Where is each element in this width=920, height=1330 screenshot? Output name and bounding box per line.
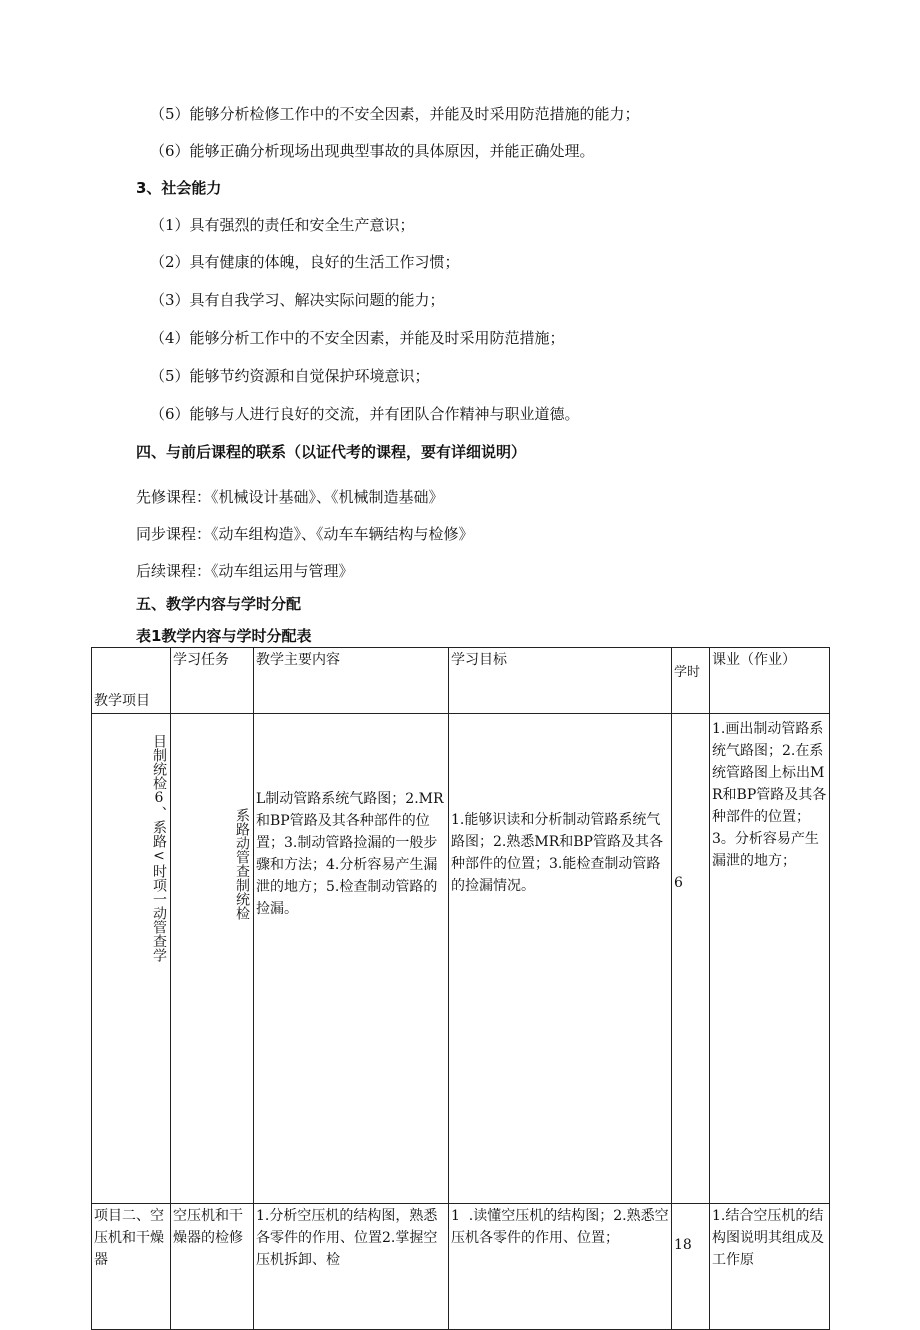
prerequisite-courses: 先修课程：《机械设计基础》、《机械制造基础》 xyxy=(136,488,444,506)
cell-goal: 1 .读懂空压机的结构图；2.熟悉空压机各零件的作用、位置； xyxy=(451,1208,669,1246)
cell-task: 空压机和干燥器的检修 xyxy=(173,1208,243,1246)
cell-content: 1.分析空压机的结构图，熟悉各零件的作用、位置2.掌握空压机拆卸、检 xyxy=(256,1208,438,1268)
table-row xyxy=(92,714,830,1204)
cell-hours: 18 xyxy=(674,1237,692,1253)
cell-homework: 1.画出制动管路系统气路图；2.在系统管路图上标出MR和BP管路及其各种部件的位置；3。分析容易产生漏泄的地方； xyxy=(712,721,827,869)
cell-homework: 1.结合空压机的结构图说明其组成及工作原 xyxy=(712,1208,824,1268)
list-item: （3）具有自我学习、解决实际问题的能力； xyxy=(150,291,445,309)
header-homework: 课业（作业） xyxy=(710,648,830,714)
text-line: （5）能够分析检修工作中的不安全因素，并能及时采用防范措施的能力； xyxy=(150,105,640,123)
text-line: （6）能够正确分析现场出现典型事故的具体原因，并能正确处理。 xyxy=(150,142,595,160)
cell-task: 系路动管查制统检 xyxy=(234,808,250,920)
list-item: （5）能够节约资源和自觉保护环境意识； xyxy=(150,367,430,385)
table-row xyxy=(92,1204,830,1330)
header-project: 教学项目 xyxy=(92,648,171,714)
section-heading: 四、与前后课程的联系（以证代考的课程，要有详细说明） xyxy=(136,443,527,461)
header-hours: 学时 xyxy=(672,648,710,714)
table-header-row xyxy=(92,648,830,714)
header-content: 教学主要内容 xyxy=(254,648,449,714)
list-item: （4）能够分析工作中的不安全因素，并能及时采用防范措施； xyxy=(150,329,565,347)
concurrent-courses: 同步课程：《动车组构造》、《动车车辆结构与检修》 xyxy=(136,525,474,543)
list-item: （1）具有强烈的责任和安全生产意识； xyxy=(150,216,415,234)
followup-courses: 后续课程：《动车组运用与管理》 xyxy=(136,562,354,580)
table-title: 表1教学内容与学时分配表 xyxy=(136,627,312,645)
cell-content: L制动管路系统气路图；2.MR和BP管路及其各种部件的位置；3.制动管路捡漏的一般步骤和方法；4.分析容易产生漏泄的地方；5.检查制动管路的捡漏。 xyxy=(256,791,444,917)
teaching-content-table xyxy=(91,647,830,1330)
cell-hours: 6 xyxy=(674,875,683,891)
cell-project: 目制统检6、系路<时项一动管查学 xyxy=(151,734,167,962)
cell-goal: 1.能够识读和分析制动管路系统气路图；2.熟悉MR和BP管路及其各种部件的位置；3.能检查制动管路的捡漏情况。 xyxy=(451,812,663,894)
list-item: （6）能够与人进行良好的交流，并有团队合作精神与职业道德。 xyxy=(150,405,580,423)
header-task: 学习任务 xyxy=(171,648,254,714)
section-heading: 3、社会能力 xyxy=(136,179,222,197)
list-item: （2）具有健康的体魄，良好的生活工作习惯； xyxy=(150,253,460,271)
header-goal: 学习目标 xyxy=(449,648,672,714)
section-heading: 五、教学内容与学时分配 xyxy=(136,595,302,613)
cell-project: 项目二、空压机和干燥器 xyxy=(94,1208,164,1268)
